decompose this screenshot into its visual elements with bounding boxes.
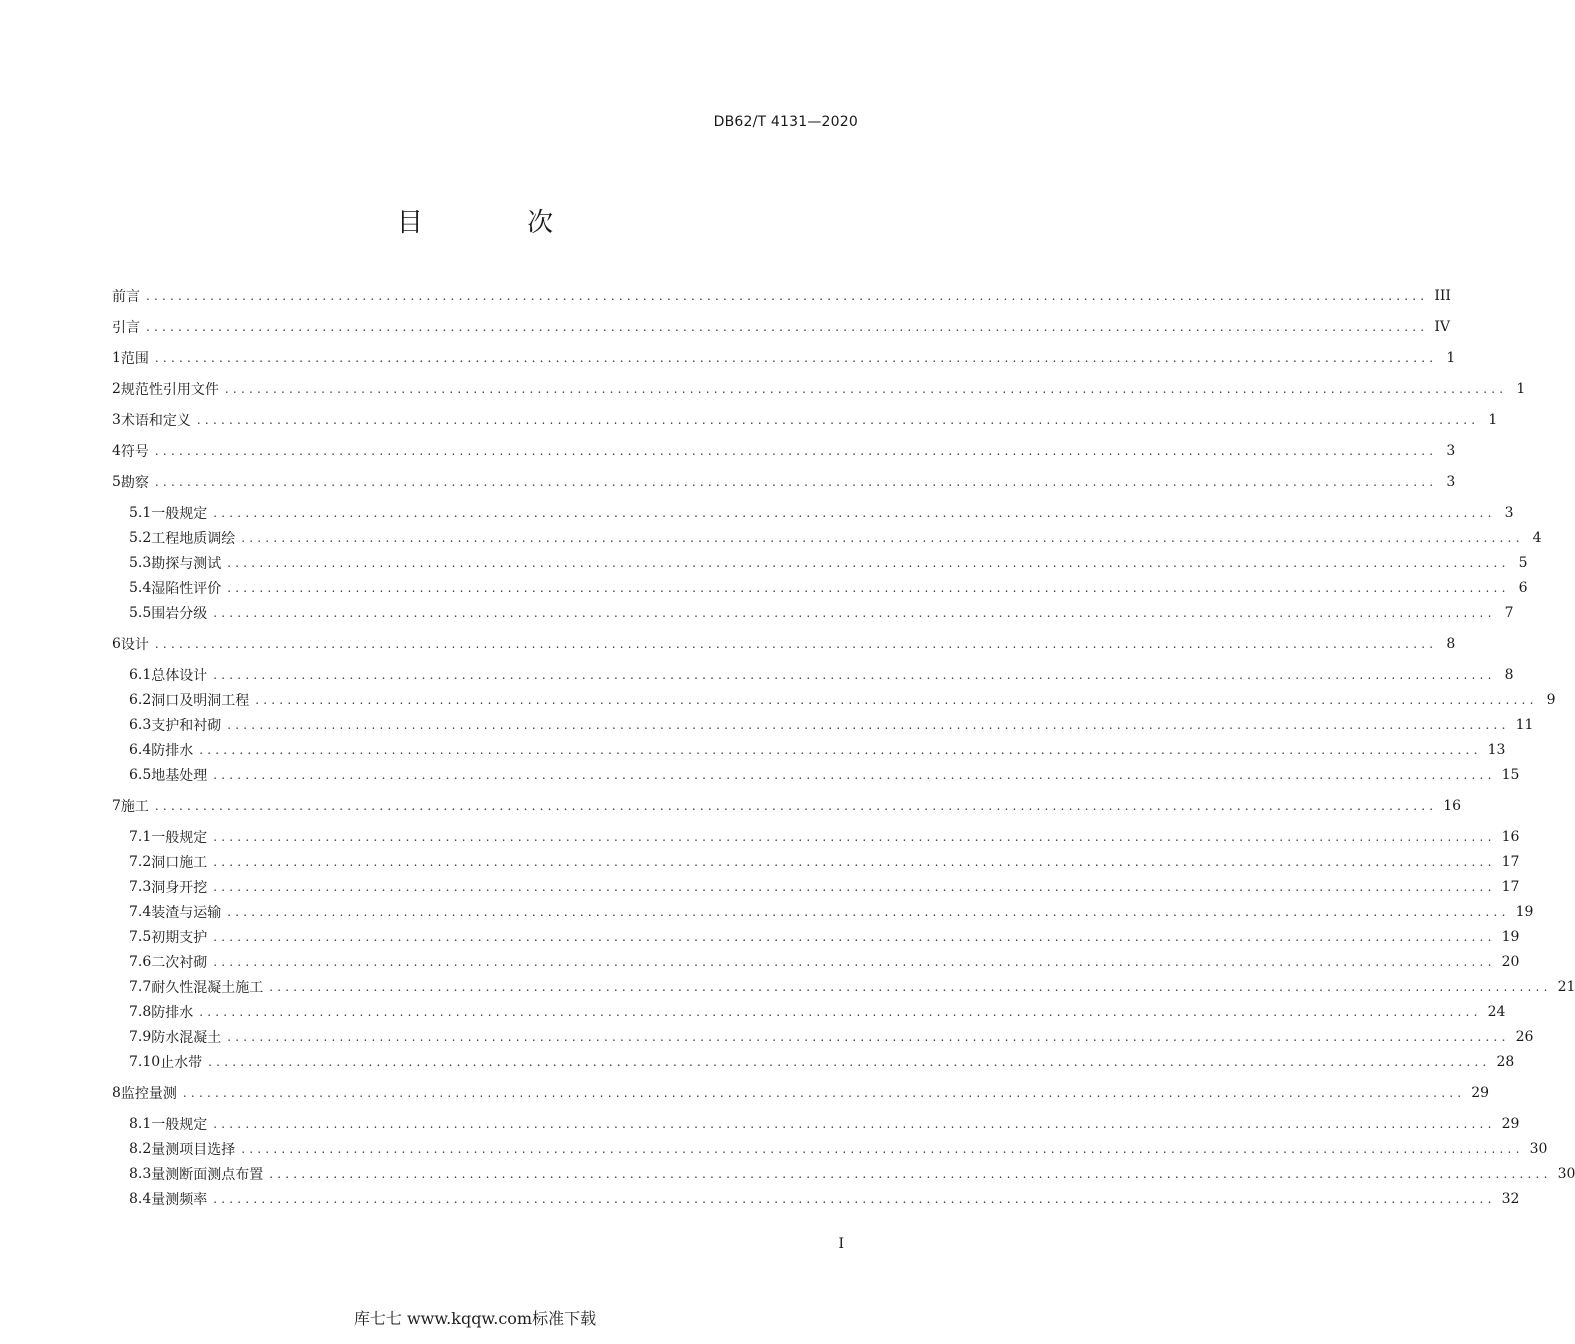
toc-entry-title: 地基处理 bbox=[151, 768, 208, 784]
toc-leader-dots: ................................................................................................................................................................ bbox=[213, 668, 1496, 682]
toc-entry[interactable] bbox=[112, 1163, 1575, 1185]
toc-entry-page: 4 bbox=[1532, 530, 1542, 546]
toc-leader-dots: ................................................................................................................................................................ bbox=[269, 1167, 1552, 1181]
toc-entry-title: 引言 bbox=[112, 320, 140, 336]
toc-leader-dots: ................................................................................................................................................................ bbox=[154, 475, 1438, 489]
toc-leader-dots: ................................................................................................................................................................ bbox=[208, 1055, 1491, 1069]
toc-entry-page: 30 bbox=[1529, 1141, 1548, 1157]
toc-entry-number: 2 bbox=[112, 381, 121, 397]
toc-entry[interactable] bbox=[112, 764, 1520, 786]
toc-entry-number: 6.4 bbox=[129, 742, 152, 758]
toc-entry-number: 7.8 bbox=[129, 1004, 152, 1020]
toc-entry-title: 量测断面测点布置 bbox=[151, 1167, 264, 1183]
toc-entry[interactable] bbox=[112, 1082, 1490, 1104]
toc-entry-title: 术语和定义 bbox=[120, 413, 191, 429]
toc-entry-number: 7.6 bbox=[129, 954, 152, 970]
page-number: I bbox=[838, 1236, 844, 1252]
toc-entry-title: 止水带 bbox=[160, 1055, 203, 1071]
toc-leader-dots: ................................................................................................................................................................ bbox=[213, 955, 1496, 969]
toc-entry-number: 8.2 bbox=[129, 1141, 152, 1157]
toc-entry-title: 围岩分级 bbox=[151, 606, 208, 622]
toc-entry[interactable] bbox=[112, 739, 1506, 761]
toc-entry-title: 设计 bbox=[120, 637, 149, 653]
toc-entry-page: 1 bbox=[1488, 412, 1498, 428]
toc-entry-title: 洞口及明洞工程 bbox=[151, 693, 250, 709]
toc-entry-page: 1 bbox=[1446, 350, 1456, 366]
toc-entry-page: 29 bbox=[1471, 1085, 1490, 1101]
toc-leader-dots: ................................................................................................................................................................ bbox=[213, 930, 1496, 944]
toc-leader-dots: ................................................................................................................................................................ bbox=[241, 1142, 1524, 1156]
toc-entry-title: 工程地质调绘 bbox=[151, 531, 236, 547]
toc-entry-number: 5.5 bbox=[129, 605, 152, 621]
toc-entry[interactable] bbox=[112, 471, 1456, 493]
toc-entry-title: 量测频率 bbox=[151, 1192, 208, 1208]
toc-entry[interactable] bbox=[112, 795, 1462, 817]
toc-entry-page: 30 bbox=[1557, 1166, 1575, 1182]
toc-entry-page: 3 bbox=[1446, 443, 1456, 459]
toc-entry[interactable] bbox=[112, 926, 1520, 948]
toc-entry[interactable] bbox=[112, 951, 1520, 973]
toc-entry-title: 湿陷性评价 bbox=[151, 581, 222, 597]
toc-entry-number: 7.7 bbox=[129, 979, 152, 995]
toc-entry[interactable] bbox=[112, 1001, 1506, 1023]
toc-entry-number: 7.3 bbox=[129, 879, 152, 895]
toc-entry-page: 32 bbox=[1501, 1191, 1520, 1207]
toc-entry-page: 24 bbox=[1487, 1004, 1506, 1020]
toc-entry[interactable] bbox=[112, 633, 1456, 655]
toc-entry[interactable] bbox=[112, 552, 1528, 574]
toc-leader-dots: ................................................................................................................................................................ bbox=[227, 718, 1510, 732]
toc-leader-dots: ................................................................................................................................................................ bbox=[213, 506, 1496, 520]
toc-entry-title: 总体设计 bbox=[151, 668, 208, 684]
toc-leader-dots: ................................................................................................................................................................ bbox=[227, 556, 1510, 570]
toc-leader-dots: ................................................................................................................................................................ bbox=[213, 606, 1496, 620]
toc-entry-number: 7.10 bbox=[129, 1054, 161, 1070]
toc-entry-page: 8 bbox=[1504, 667, 1514, 683]
toc-entry[interactable] bbox=[112, 1051, 1515, 1073]
toc-entry-number: 3 bbox=[112, 412, 121, 428]
toc-entry[interactable] bbox=[112, 901, 1534, 923]
toc-leader-dots: ................................................................................................................................................................ bbox=[154, 351, 1438, 365]
toc-entry-title: 一般规定 bbox=[151, 830, 208, 846]
toc-entry-title: 初期支护 bbox=[151, 930, 208, 946]
toc-entry-title: 符号 bbox=[120, 444, 149, 460]
toc-leader-dots: ................................................................................................................................................................ bbox=[146, 320, 1429, 334]
toc-entry-page: 26 bbox=[1515, 1029, 1534, 1045]
toc-leader-dots: ................................................................................................................................................................ bbox=[154, 444, 1438, 458]
toc-entry-number: 7.2 bbox=[129, 854, 152, 870]
toc-entry-number: 7.1 bbox=[129, 829, 152, 845]
toc-entry-title: 耐久性混凝土施工 bbox=[151, 980, 264, 996]
toc-entry-page: 17 bbox=[1501, 854, 1520, 870]
toc-entry[interactable] bbox=[112, 602, 1514, 624]
toc-leader-dots: ................................................................................................................................................................ bbox=[154, 637, 1438, 651]
toc-entry-number: 7.5 bbox=[129, 929, 152, 945]
toc-leader-dots: ................................................................................................................................................................ bbox=[224, 382, 1508, 396]
toc-entry-title: 勘察 bbox=[120, 475, 149, 491]
toc-entry[interactable] bbox=[112, 285, 1451, 307]
toc-entry-page: III bbox=[1434, 288, 1451, 304]
toc-entry-number: 5.4 bbox=[129, 580, 152, 596]
toc-entry-number: 5.3 bbox=[129, 555, 152, 571]
toc-leader-dots: ................................................................................................................................................................ bbox=[213, 1192, 1496, 1206]
toc-entry[interactable] bbox=[112, 316, 1450, 338]
toc-entry-number: 6 bbox=[112, 636, 121, 652]
toc-entry-number: 8.1 bbox=[129, 1116, 152, 1132]
toc-entry[interactable] bbox=[112, 577, 1528, 599]
toc-entry[interactable] bbox=[112, 1138, 1548, 1160]
toc-entry-page: 19 bbox=[1501, 929, 1520, 945]
toc-leader-dots: ................................................................................................................................................................ bbox=[213, 1117, 1496, 1131]
toc-leader-dots: ................................................................................................................................................................ bbox=[269, 980, 1552, 994]
toc-entry-page: 19 bbox=[1515, 904, 1534, 920]
toc-entry-title: 支护和衬砌 bbox=[151, 718, 222, 734]
toc-leader-dots: ................................................................................................................................................................ bbox=[182, 1086, 1466, 1100]
toc-leader-dots: ................................................................................................................................................................ bbox=[199, 1005, 1482, 1019]
toc-entry-page: 13 bbox=[1487, 742, 1506, 758]
toc-entry[interactable] bbox=[112, 1113, 1520, 1135]
toc-entry-page: IV bbox=[1434, 319, 1450, 335]
toc-entry[interactable] bbox=[112, 976, 1575, 998]
toc-entry-title: 监控量测 bbox=[120, 1086, 177, 1102]
toc-entry-page: 20 bbox=[1501, 954, 1520, 970]
toc-entry-page: 3 bbox=[1504, 505, 1514, 521]
toc-entry[interactable] bbox=[112, 714, 1534, 736]
toc-entry-title: 洞身开挖 bbox=[151, 880, 208, 896]
toc-entry-number: 6.5 bbox=[129, 767, 152, 783]
footer-watermark: 库七七 www.kqqw.com标准下载 bbox=[353, 1309, 597, 1328]
toc-entry-title: 范围 bbox=[120, 351, 149, 367]
page-title: 目 次 bbox=[396, 208, 602, 238]
toc-entry-title: 二次衬砌 bbox=[151, 955, 208, 971]
toc-entry-page: 28 bbox=[1496, 1054, 1515, 1070]
toc-entry[interactable] bbox=[112, 826, 1520, 848]
toc-entry-page: 29 bbox=[1501, 1116, 1520, 1132]
toc-entry[interactable] bbox=[112, 664, 1514, 686]
toc-entry-number: 6.2 bbox=[129, 692, 152, 708]
toc-leader-dots: ................................................................................................................................................................ bbox=[213, 880, 1496, 894]
toc-entry-number: 7 bbox=[112, 798, 121, 814]
toc-entry-page: 21 bbox=[1557, 979, 1575, 995]
toc-entry[interactable] bbox=[112, 502, 1514, 524]
toc-entry[interactable] bbox=[112, 1026, 1534, 1048]
toc-entry[interactable] bbox=[112, 378, 1526, 400]
toc-entry-page: 8 bbox=[1446, 636, 1456, 652]
toc-entry-number: 6.3 bbox=[129, 717, 152, 733]
toc-entry-title: 量测项目选择 bbox=[151, 1142, 236, 1158]
toc-entry-number: 7.4 bbox=[129, 904, 152, 920]
toc-entry-title: 一般规定 bbox=[151, 1117, 208, 1133]
toc-entry-number: 8.3 bbox=[129, 1166, 152, 1182]
toc-leader-dots: ................................................................................................................................................................ bbox=[146, 289, 1429, 303]
toc-entry-page: 16 bbox=[1501, 829, 1520, 845]
toc-entry[interactable] bbox=[112, 527, 1542, 549]
toc-leader-dots: ................................................................................................................................................................ bbox=[213, 768, 1496, 782]
toc-leader-dots: ................................................................................................................................................................ bbox=[227, 905, 1510, 919]
toc-entry-page: 1 bbox=[1516, 381, 1526, 397]
toc-entry-number: 5.1 bbox=[129, 505, 152, 521]
toc-entry-page: 17 bbox=[1501, 879, 1520, 895]
toc-entry[interactable] bbox=[112, 851, 1520, 873]
toc-entry[interactable] bbox=[112, 876, 1520, 898]
toc-entry-number: 8.4 bbox=[129, 1191, 152, 1207]
toc-entry-title: 防排水 bbox=[151, 1005, 194, 1021]
toc-leader-dots: ................................................................................................................................................................ bbox=[213, 855, 1496, 869]
toc-entry-number: 8 bbox=[112, 1085, 121, 1101]
toc-entry-title: 防水混凝土 bbox=[151, 1030, 222, 1046]
toc-entry-page: 15 bbox=[1501, 767, 1520, 783]
toc-leader-dots: ................................................................................................................................................................ bbox=[227, 581, 1510, 595]
toc-entry-title: 洞口施工 bbox=[151, 855, 208, 871]
toc-leader-dots: ................................................................................................................................................................ bbox=[241, 531, 1524, 545]
toc-leader-dots: ................................................................................................................................................................ bbox=[255, 693, 1538, 707]
toc-entry-page: 3 bbox=[1446, 474, 1456, 490]
toc-leader-dots: ................................................................................................................................................................ bbox=[199, 743, 1482, 757]
toc-entry-number: 7.9 bbox=[129, 1029, 152, 1045]
toc-entry-number: 4 bbox=[112, 443, 121, 459]
toc-entry[interactable] bbox=[112, 1188, 1520, 1210]
toc-entry[interactable] bbox=[112, 689, 1556, 711]
toc-leader-dots: ................................................................................................................................................................ bbox=[196, 413, 1480, 427]
toc-entry-page: 16 bbox=[1443, 798, 1462, 814]
toc-entry-page: 7 bbox=[1504, 605, 1514, 621]
toc-entry-page: 9 bbox=[1546, 692, 1556, 708]
toc-entry-number: 6.1 bbox=[129, 667, 152, 683]
toc-entry-title: 施工 bbox=[120, 799, 149, 815]
toc-entry[interactable] bbox=[112, 440, 1456, 462]
toc-entry-number: 5 bbox=[112, 474, 121, 490]
toc-leader-dots: ................................................................................................................................................................ bbox=[213, 830, 1496, 844]
toc-entry[interactable] bbox=[112, 409, 1498, 431]
toc-entry-title: 前言 bbox=[112, 289, 140, 305]
toc-entry-page: 5 bbox=[1518, 555, 1528, 571]
toc-entry-title: 勘探与测试 bbox=[151, 556, 222, 572]
toc-entry-title: 装渣与运输 bbox=[151, 905, 222, 921]
toc-entry-number: 1 bbox=[112, 350, 121, 366]
toc-entry[interactable] bbox=[112, 347, 1456, 369]
toc-entry-title: 规范性引用文件 bbox=[120, 382, 219, 398]
toc-entry-title: 防排水 bbox=[151, 743, 194, 759]
toc-entry-page: 11 bbox=[1515, 717, 1534, 733]
toc-entry-title: 一般规定 bbox=[151, 506, 208, 522]
toc-entry-page: 6 bbox=[1518, 580, 1528, 596]
toc-entry-number: 5.2 bbox=[129, 530, 152, 546]
standard-code: DB62/T 4131—2020 bbox=[713, 114, 858, 130]
toc-leader-dots: ................................................................................................................................................................ bbox=[227, 1030, 1510, 1044]
toc-leader-dots: ................................................................................................................................................................ bbox=[154, 799, 1438, 813]
